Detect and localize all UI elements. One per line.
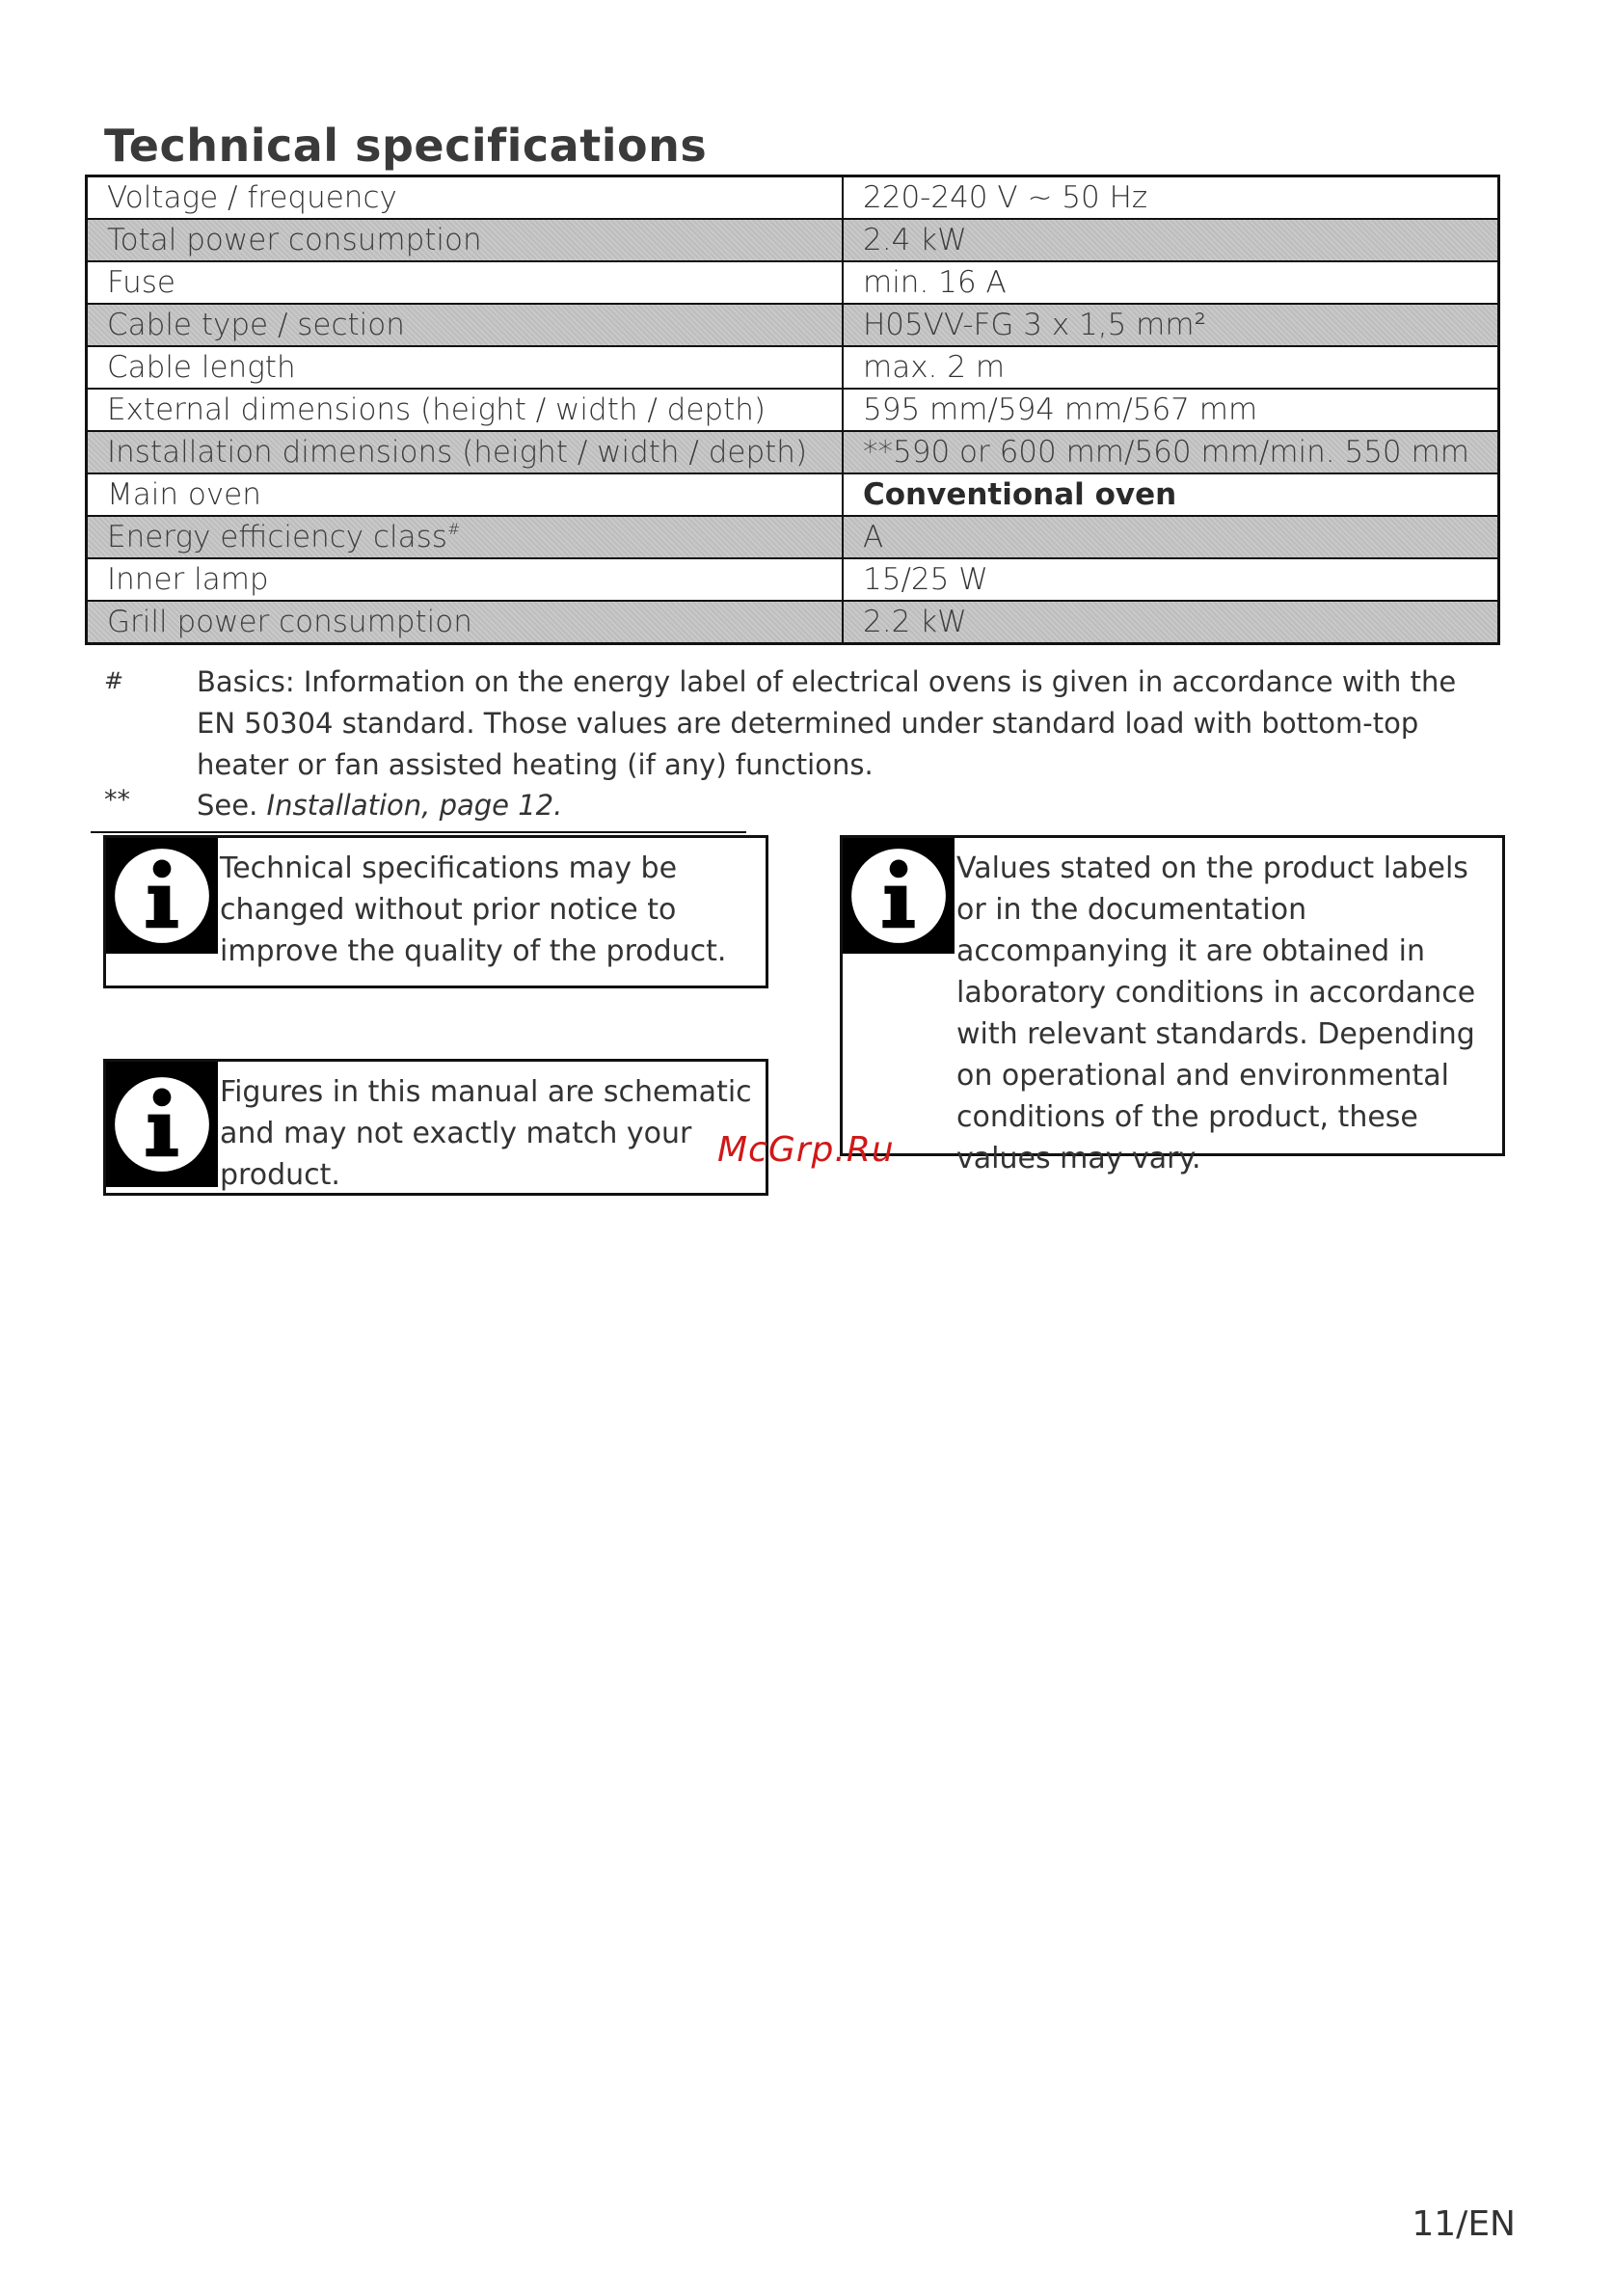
spec-label-text: Energy efficiency class <box>107 520 447 554</box>
spec-value: 2.2 kW <box>843 601 1499 644</box>
spec-label-text: Cable type / section <box>107 308 405 342</box>
spec-label <box>87 176 844 220</box>
spec-row <box>87 516 1499 558</box>
info-icon <box>106 1062 218 1187</box>
footnote-hash-mark: # <box>104 667 124 694</box>
info-text: Technical specifications may be changed without prior notice to improve the quality of the product. <box>220 851 727 968</box>
info-text: Figures in this manual are schematic and may not exactly match your product. <box>220 1075 752 1192</box>
spec-row <box>87 176 1499 220</box>
footnote-star-mark: ** <box>104 785 130 815</box>
spec-label-text: Installation dimensions (height / width / depth) <box>107 435 808 470</box>
info-box-values <box>840 835 1505 1175</box>
spec-value: H05VV-FG 3 x 1,5 mm² <box>843 304 1499 346</box>
info-icon <box>843 838 955 954</box>
specs-table <box>85 175 1500 645</box>
spec-row <box>87 261 1499 304</box>
spec-value: **590 or 600 mm/560 mm/min. 550 mm <box>843 431 1499 473</box>
spec-label-text: Fuse <box>107 265 176 300</box>
spec-label-text: Inner lamp <box>107 562 269 597</box>
footnote-star-prefix: See. <box>197 789 267 822</box>
spec-value: 220-240 V ~ 50 Hz <box>843 176 1499 220</box>
page-number: 11/EN <box>1412 2204 1516 2244</box>
spec-row <box>87 346 1499 389</box>
spec-row <box>87 431 1499 473</box>
footnote-hash-text: Basics: Information on the energy label of electrical ovens is given in accordance with the EN 50304 standard. Those values are determined under standard load with bottom-top heater or fan assisted heating (if any) functions. <box>197 665 1457 781</box>
spec-label-text: Voltage / frequency <box>107 180 397 215</box>
spec-row <box>87 304 1499 346</box>
footnote-star-text <box>197 785 1469 826</box>
spec-label-text: Cable length <box>107 350 296 385</box>
info-icon <box>106 838 218 954</box>
footnote-rule <box>91 831 746 833</box>
spec-label-text: External dimensions (height / width / depth) <box>107 392 766 427</box>
spec-label <box>87 601 844 644</box>
spec-label <box>87 558 844 601</box>
spec-label-sup: # <box>446 520 461 538</box>
spec-label <box>87 261 844 304</box>
spec-value: 15/25 W <box>843 558 1499 601</box>
spec-row <box>87 558 1499 601</box>
spec-value: max. 2 m <box>843 346 1499 389</box>
spec-row <box>87 473 1499 516</box>
spec-value: A <box>843 516 1499 558</box>
watermark: McGrp.Ru <box>717 1130 895 1170</box>
spec-row <box>87 219 1499 261</box>
footnote-star-ref: Installation, page 12. <box>266 789 563 822</box>
spec-label <box>87 219 844 261</box>
spec-label <box>87 346 844 389</box>
spec-row <box>87 389 1499 431</box>
page-title: Technical specifications <box>104 120 708 172</box>
info-text: Values stated on the product labels or in the documentation accompanying it are obtained in laboratory conditions in accordance with relevant standards. Depending on operational and environmental conditions of the product, these values may vary. <box>956 851 1476 1175</box>
spec-label <box>87 304 844 346</box>
spec-value: 2.4 kW <box>843 219 1499 261</box>
spec-label-text: Grill power consumption <box>107 605 472 639</box>
info-box-specs-change <box>103 835 768 988</box>
spec-label-text: Main oven <box>107 477 261 512</box>
spec-label-text: Total power consumption <box>107 223 482 257</box>
spec-value: Conventional oven <box>843 473 1499 516</box>
spec-label <box>87 389 844 431</box>
spec-value: 595 mm/594 mm/567 mm <box>843 389 1499 431</box>
spec-label <box>87 473 844 516</box>
spec-row <box>87 601 1499 644</box>
spec-label <box>87 516 844 558</box>
spec-label <box>87 431 844 473</box>
spec-value: min. 16 A <box>843 261 1499 304</box>
info-box-figures <box>103 1059 768 1196</box>
